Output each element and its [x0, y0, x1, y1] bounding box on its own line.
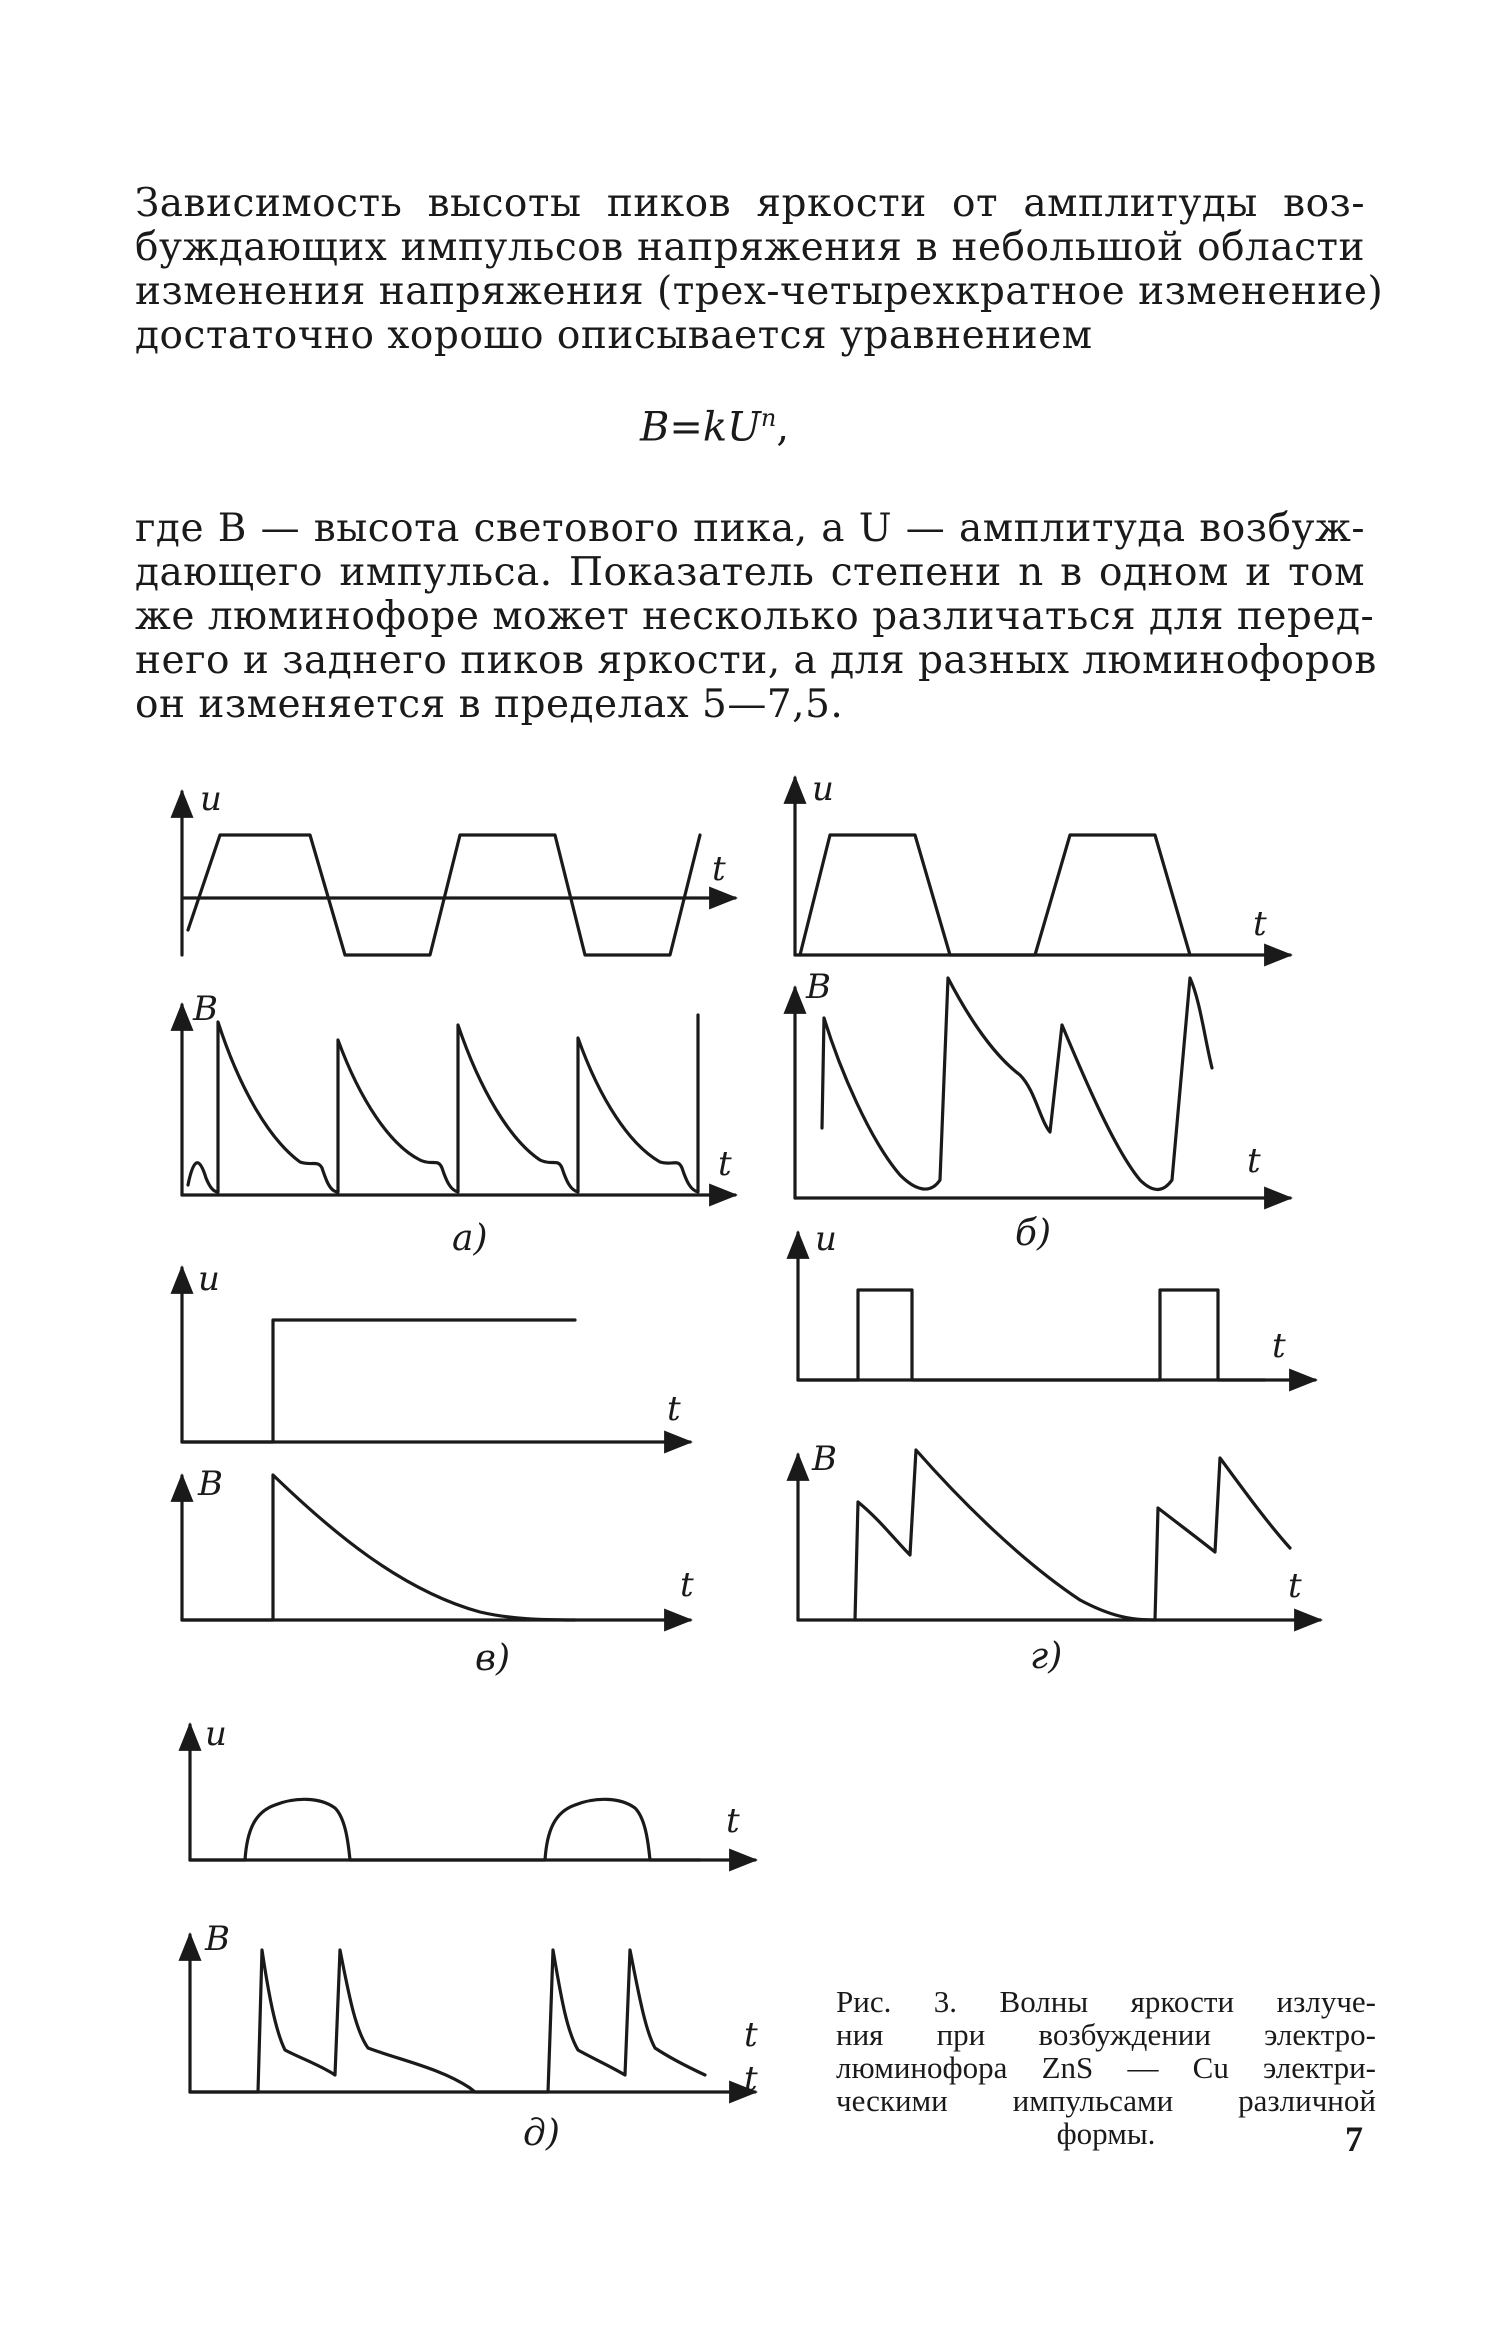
panel-v-u-plot — [182, 1268, 690, 1442]
panel-g — [798, 1233, 1320, 1620]
panel-b-b-plot — [795, 978, 1290, 1198]
caption-line: ния при возбуждении электро- — [836, 2017, 1376, 2052]
equation-comma: , — [776, 404, 790, 451]
brightness-wave — [855, 1450, 1290, 1620]
caption-line: ческими импульсами различной — [836, 2083, 1376, 2118]
label-u: u — [812, 769, 834, 809]
equation-equals: = — [669, 404, 703, 451]
text-line: дающего импульса. Показатель степени n в одном и том — [135, 550, 1365, 595]
label-t: t — [680, 1565, 694, 1605]
panel-a — [182, 792, 735, 1195]
panel-label-g: г) — [1030, 1636, 1063, 1677]
panel-g-u-plot — [798, 1233, 1315, 1380]
label-B: B — [806, 967, 831, 1007]
text-line: буждающих импульсов напряжения в небольшой области — [135, 225, 1365, 270]
label-t: t — [667, 1389, 681, 1429]
panel-d-b-plot — [190, 1935, 755, 2092]
caption-line: формы. — [1056, 2116, 1156, 2151]
panel-b-u-plot — [795, 778, 1290, 955]
label-t: t — [1288, 1566, 1302, 1606]
panel-a-u-plot — [182, 792, 735, 955]
brightness-decay — [182, 1475, 575, 1620]
u-trapezoid-unipolar-wave — [800, 835, 1190, 955]
panel-label-v: в) — [475, 1638, 510, 1679]
u-short-pulse-train — [798, 1290, 1265, 1380]
label-u: u — [205, 1714, 227, 1754]
panel-a-b-plot — [182, 1005, 735, 1195]
text-line: него и заднего пиков яркости, а для разных люминофоров — [135, 638, 1377, 683]
page-number: 7 — [1345, 2119, 1363, 2159]
label-B: B — [812, 1439, 837, 1479]
panel-label-d: д) — [523, 2113, 560, 2154]
u-half-sine-pulse-train — [190, 1799, 700, 1860]
equation-rhs: kU — [702, 404, 761, 451]
label-B: B — [205, 1919, 230, 1959]
panel-b — [795, 778, 1290, 1198]
label-t: t — [744, 2059, 758, 2099]
text-line: где B — высота светового пика, а U — амплитуда возбуж- — [135, 506, 1365, 551]
panel-v-b-plot — [182, 1475, 690, 1620]
panel-v — [182, 1268, 690, 1620]
label-t: t — [718, 1144, 732, 1184]
label-u: u — [815, 1219, 837, 1259]
label-t: t — [1253, 904, 1267, 944]
label-t: t — [726, 1801, 740, 1841]
panel-d — [190, 1725, 755, 2092]
caption-line: люминофора ZnS — Cu электри- — [836, 2050, 1376, 2085]
label-u: u — [198, 1259, 220, 1299]
text-line: же люминофоре может несколько различаться для перед- — [135, 594, 1375, 639]
panel-g-b-plot — [798, 1450, 1320, 1620]
u-trapezoid-alternating-wave — [188, 835, 700, 955]
label-t: t — [1272, 1326, 1286, 1366]
text-line: изменения напряжения (трех-четырехкратное изменение) — [135, 269, 1384, 314]
panel-label-b: б) — [1015, 1213, 1052, 1254]
label-t: t — [744, 2015, 758, 2055]
text-line: Зависимость высоты пиков яркости от амплитуды воз- — [135, 181, 1365, 226]
equation-exponent: n — [760, 404, 777, 432]
equation-lhs: B — [640, 404, 670, 451]
label-t: t — [1247, 1141, 1261, 1181]
label-u: u — [200, 779, 222, 819]
panel-label-a: а) — [452, 1218, 488, 1259]
text-line: он изменяется в пределах 5—7,5. — [135, 682, 844, 727]
brightness-wave — [188, 1015, 698, 1192]
caption-line: Рис. 3. Волны яркости излуче- — [836, 1984, 1376, 2019]
label-t: t — [712, 849, 726, 889]
brightness-wave — [190, 1950, 705, 2092]
panel-d-u-plot — [190, 1725, 755, 1860]
label-B: B — [193, 989, 218, 1029]
text-line: достаточно хорошо описывается уравнением — [135, 313, 1093, 358]
brightness-wave — [822, 978, 1212, 1189]
u-step-function — [182, 1320, 575, 1442]
figure-caption — [836, 1985, 1376, 2150]
axis-labels — [192, 769, 1302, 2099]
label-B: B — [198, 1464, 223, 1504]
